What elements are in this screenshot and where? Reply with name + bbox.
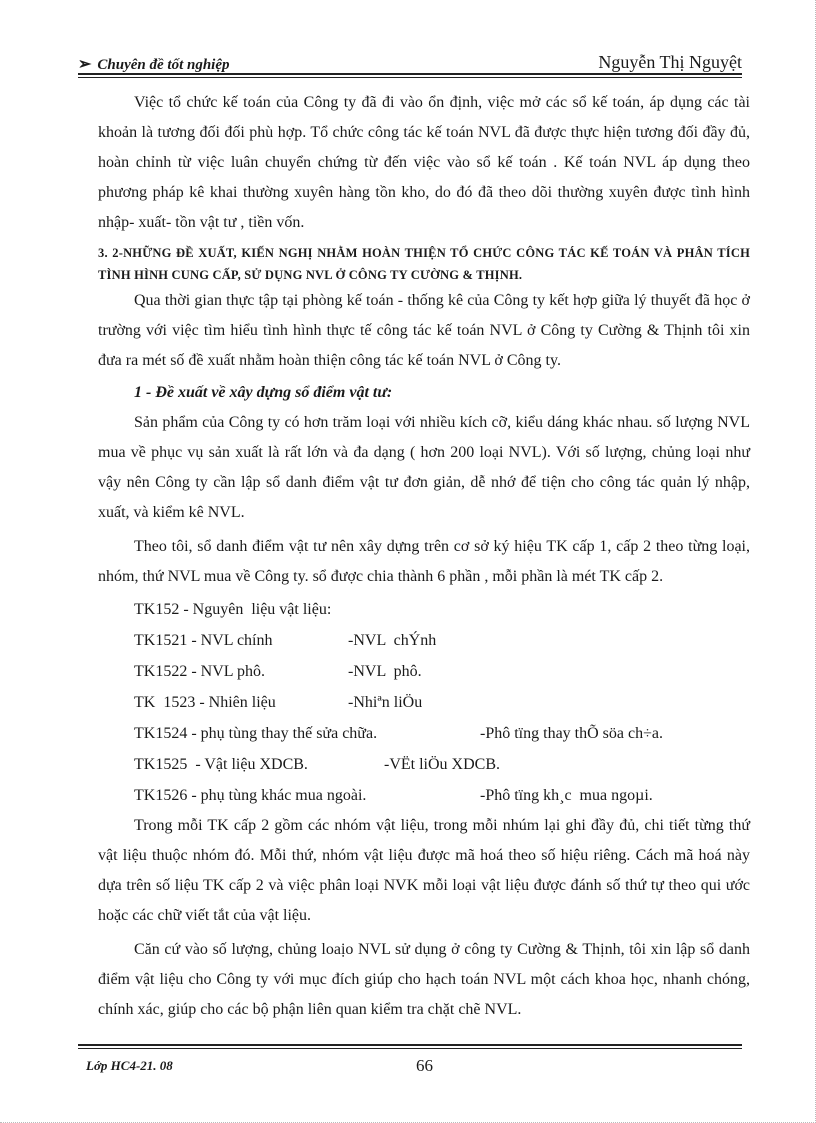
header-author: Nguyễn Thị Nguyệt <box>598 52 742 72</box>
account-item: TK1521 - NVL chính -NVL chÝnh <box>134 632 437 649</box>
page-number: 66 <box>416 1056 433 1075</box>
account-item: TK 1523 - Nhiên liệu -Nhiªn liÖu <box>134 694 423 711</box>
header-left <box>78 54 230 74</box>
footer-rule <box>78 1044 742 1046</box>
header-rule-thin <box>78 77 742 78</box>
page-header <box>78 54 742 76</box>
page-content <box>98 88 750 1025</box>
account-item: TK152 - Nguyên liệu vật liệu: <box>134 601 332 618</box>
paragraph-1: Việc tổ chức kế toán của Công ty đã đi vào ổn định, việc mở các sổ kế toán, áp dụng các tài khoản là tương đối đối phù hợp. Tổ chức công tác kế toán NVL đã được thực hiện tương đối đầy đủ, hoàn chỉnh từ việc luân chuyển chứng từ đến việc vào sổ kế toán . Kế toán NVL áp dụng theo phương pháp kê khai thường xuyên hàng tồn kho, do đó đã theo dõi thường xuyên được tình hình nhập- xuất- tồn vật tư , tiền vốn. <box>98 94 750 231</box>
header-title: Chuyên đề tốt nghiệp <box>97 57 230 73</box>
account-item: TK1525 - Vật liệu XDCB. -VËt liÖu XDCB. <box>134 756 500 773</box>
page-footer <box>78 1044 742 1084</box>
footer-class-label: Lớp HC4-21. 08 <box>86 1058 173 1073</box>
paragraph-6: Căn cứ vào số lượng, chủng loaịo NVL sử dụng ở công ty Cường & Thịnh, tôi xin lập sổ danh điểm vật liệu cho Công ty với mục đích giúp cho hạch toán NVL một cách khoa học, nhanh chóng, chính xác, giúp cho các bộ phận liên quan kiểm tra chặt chẽ NVL. <box>98 941 750 1018</box>
account-item: TK1526 - phụ tùng khác mua ngoài. -Phô tïng kh¸c mua ngoµi. <box>134 787 653 804</box>
arrow-bullet-icon: ➢ <box>78 56 92 73</box>
header-rule <box>78 73 742 75</box>
paragraph-5: Trong mỗi TK cấp 2 gồm các nhóm vật liệu, trong mỗi nhúm lại ghi đầy đủ, chi tiết từng thứ vật liệu thuộc nhóm đó. Mỗi thứ, nhóm vật liệu được mã hoá theo số hiệu riêng. Cách mã hoá này dựa trên số liệu TK cấp 2 và việc phân loại NVK mỗi loại vật liệu được đánh số thứ tự theo qui ước hoặc các chữ viết tắt của vật liệu. <box>98 817 750 924</box>
paragraph-4: Theo tôi, sổ danh điểm vật tư nên xây dựng trên cơ sở ký hiệu TK cấp 1, cấp 2 theo từng loại, nhóm, thứ NVL mua về Công ty. sổ được chia thành 6 phần , mỗi phần là mét TK cấp 2. <box>98 538 750 585</box>
paragraph-3: Sản phẩm của Công ty có hơn trăm loại với nhiều kích cỡ, kiểu dáng khác nhau. số lượng NVL mua về phục vụ sản xuất là rất lớn và đa dạng ( hơn 200 loại NVL). Với số lượng, chủng loại như vậy nên Công ty cần lập sổ danh điểm vật tư đơn giản, dễ nhớ để tiện cho công tác quản lý nhập, xuất, và kiểm kê NVL. <box>98 414 750 521</box>
section-heading: 3. 2-NHỮNG ĐỀ XUẤT, KIẾN NGHỊ NHẰM HOÀN THIỆN TỔ CHỨC CÔNG TÁC KẾ TOÁN VÀ PHÂN TÍCH TÌNH HÌNH CUNG CẤP, SỬ DỤNG NVL Ở CÔNG TY CƯỜNG & THỊNH. <box>98 246 750 282</box>
subsection-heading: 1 - Đề xuất về xây dựng sổ điểm vật tư: <box>134 384 393 401</box>
account-list <box>98 594 750 811</box>
footer-rule-thin <box>78 1048 742 1049</box>
account-item: TK1524 - phụ tùng thay thế sửa chữa. -Phô tïng thay thÕ söa ch÷a. <box>134 725 663 742</box>
paragraph-2: Qua thời gian thực tập tại phòng kế toán - thống kê của Công ty kết hợp giữa lý thuyết đã học ở trường với việc tìm hiểu tình hình thực tế công tác kế toán NVL ở Công ty Cường & Thịnh tôi xin đưa ra mét số đề xuất nhằm hoàn thiện công tác kế toán NVL ở Công ty. <box>98 292 750 369</box>
account-item: TK1522 - NVL phô. -NVL phô. <box>134 663 422 680</box>
